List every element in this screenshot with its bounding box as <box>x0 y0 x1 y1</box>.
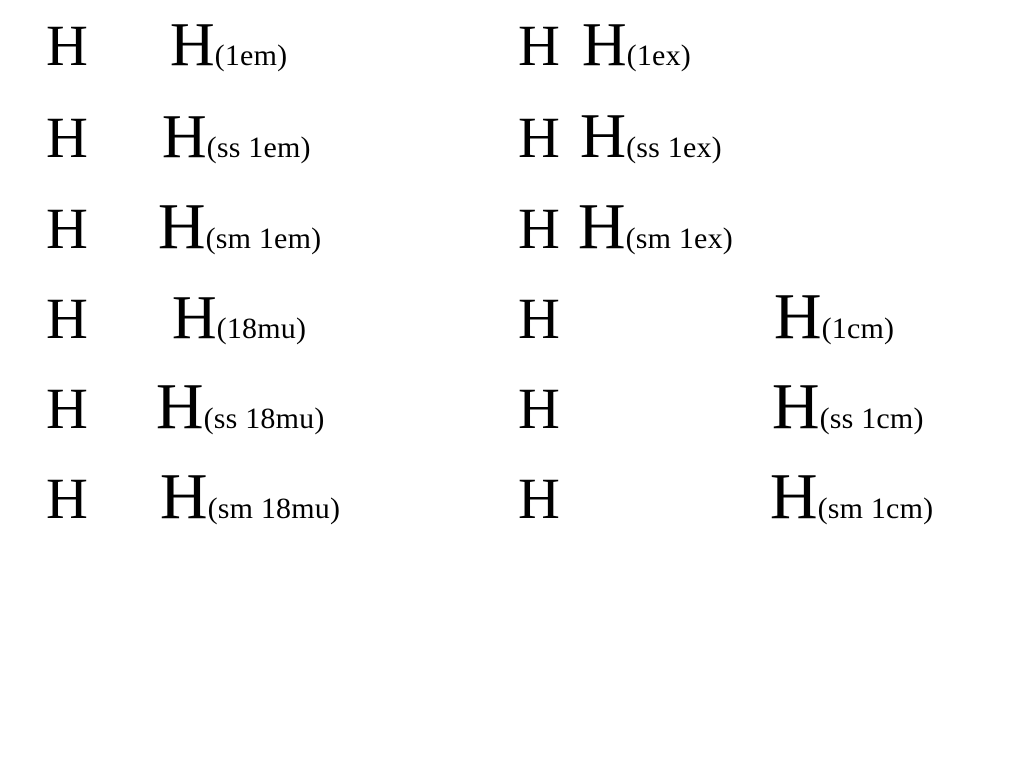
row-6-right-cell <box>470 460 1024 533</box>
sample-label: (ss 18mu) <box>203 402 325 435</box>
row-3-right-cell <box>470 190 1024 263</box>
table-row <box>0 280 1024 374</box>
row-2-left-cell <box>0 103 470 171</box>
table-row <box>0 11 1024 104</box>
sample-label: (1cm) <box>821 312 895 345</box>
sample-label: (sm 1ex) <box>625 222 733 255</box>
sample-letter: H <box>171 284 217 352</box>
row-5-right-cell <box>470 370 1024 443</box>
sample-group <box>579 100 722 171</box>
sample-letter: H <box>771 370 820 443</box>
row-5-left-cell <box>0 370 470 443</box>
measurement-rows <box>0 11 1024 554</box>
sample-group <box>769 460 934 533</box>
row-4-right-cell <box>470 280 1024 353</box>
row-1-right-cell <box>470 11 1024 79</box>
reference-letter: H <box>46 376 88 441</box>
sample-group <box>171 284 307 352</box>
reference-letter: H <box>518 13 560 78</box>
reference-letter: H <box>46 286 88 351</box>
sample-letter: H <box>155 370 204 443</box>
reference-letter: H <box>518 466 560 531</box>
sample-letter: H <box>169 11 215 79</box>
reference-letter: H <box>518 196 560 261</box>
sample-group <box>577 190 733 263</box>
reference-letter: H <box>518 105 560 170</box>
sample-letter: H <box>579 100 627 171</box>
sample-letter: H <box>159 460 208 533</box>
sample-group <box>169 11 288 79</box>
table-row <box>0 190 1024 284</box>
sample-label: (sm 1em) <box>205 222 322 255</box>
sample-label: (1em) <box>214 39 288 72</box>
reference-letter: H <box>46 466 88 531</box>
reference-letter: H <box>46 105 88 170</box>
sample-label: (18mu) <box>216 312 307 345</box>
sample-group <box>771 370 924 443</box>
row-3-left-cell <box>0 190 470 263</box>
table-row <box>0 370 1024 464</box>
sample-letter: H <box>577 190 626 263</box>
sample-label: (ss 1ex) <box>626 131 722 164</box>
sample-letter: H <box>769 460 818 533</box>
sample-letter: H <box>161 103 207 171</box>
reference-letter: H <box>46 196 88 261</box>
reference-letter: H <box>518 286 560 351</box>
sample-group <box>581 11 691 79</box>
sample-group <box>161 103 311 171</box>
sample-label: (sm 18mu) <box>207 492 341 525</box>
sample-label: (1ex) <box>626 39 691 72</box>
sample-group <box>157 190 322 263</box>
sample-letter: H <box>157 190 206 263</box>
row-4-left-cell <box>0 284 470 352</box>
row-6-left-cell <box>0 460 470 533</box>
sample-label: (ss 1em) <box>206 131 311 164</box>
sample-label: (ss 1cm) <box>819 402 924 435</box>
sample-group <box>155 370 325 443</box>
row-2-right-cell <box>470 100 1024 171</box>
sample-group <box>159 460 341 533</box>
table-row <box>0 460 1024 554</box>
reference-letter: H <box>518 376 560 441</box>
sample-group <box>773 280 895 353</box>
sample-letter: H <box>581 11 627 79</box>
reference-letter: H <box>46 13 88 78</box>
table-row <box>0 100 1024 194</box>
sample-letter: H <box>773 280 822 353</box>
sample-label: (sm 1cm) <box>817 492 934 525</box>
row-1-left-cell <box>0 11 470 79</box>
